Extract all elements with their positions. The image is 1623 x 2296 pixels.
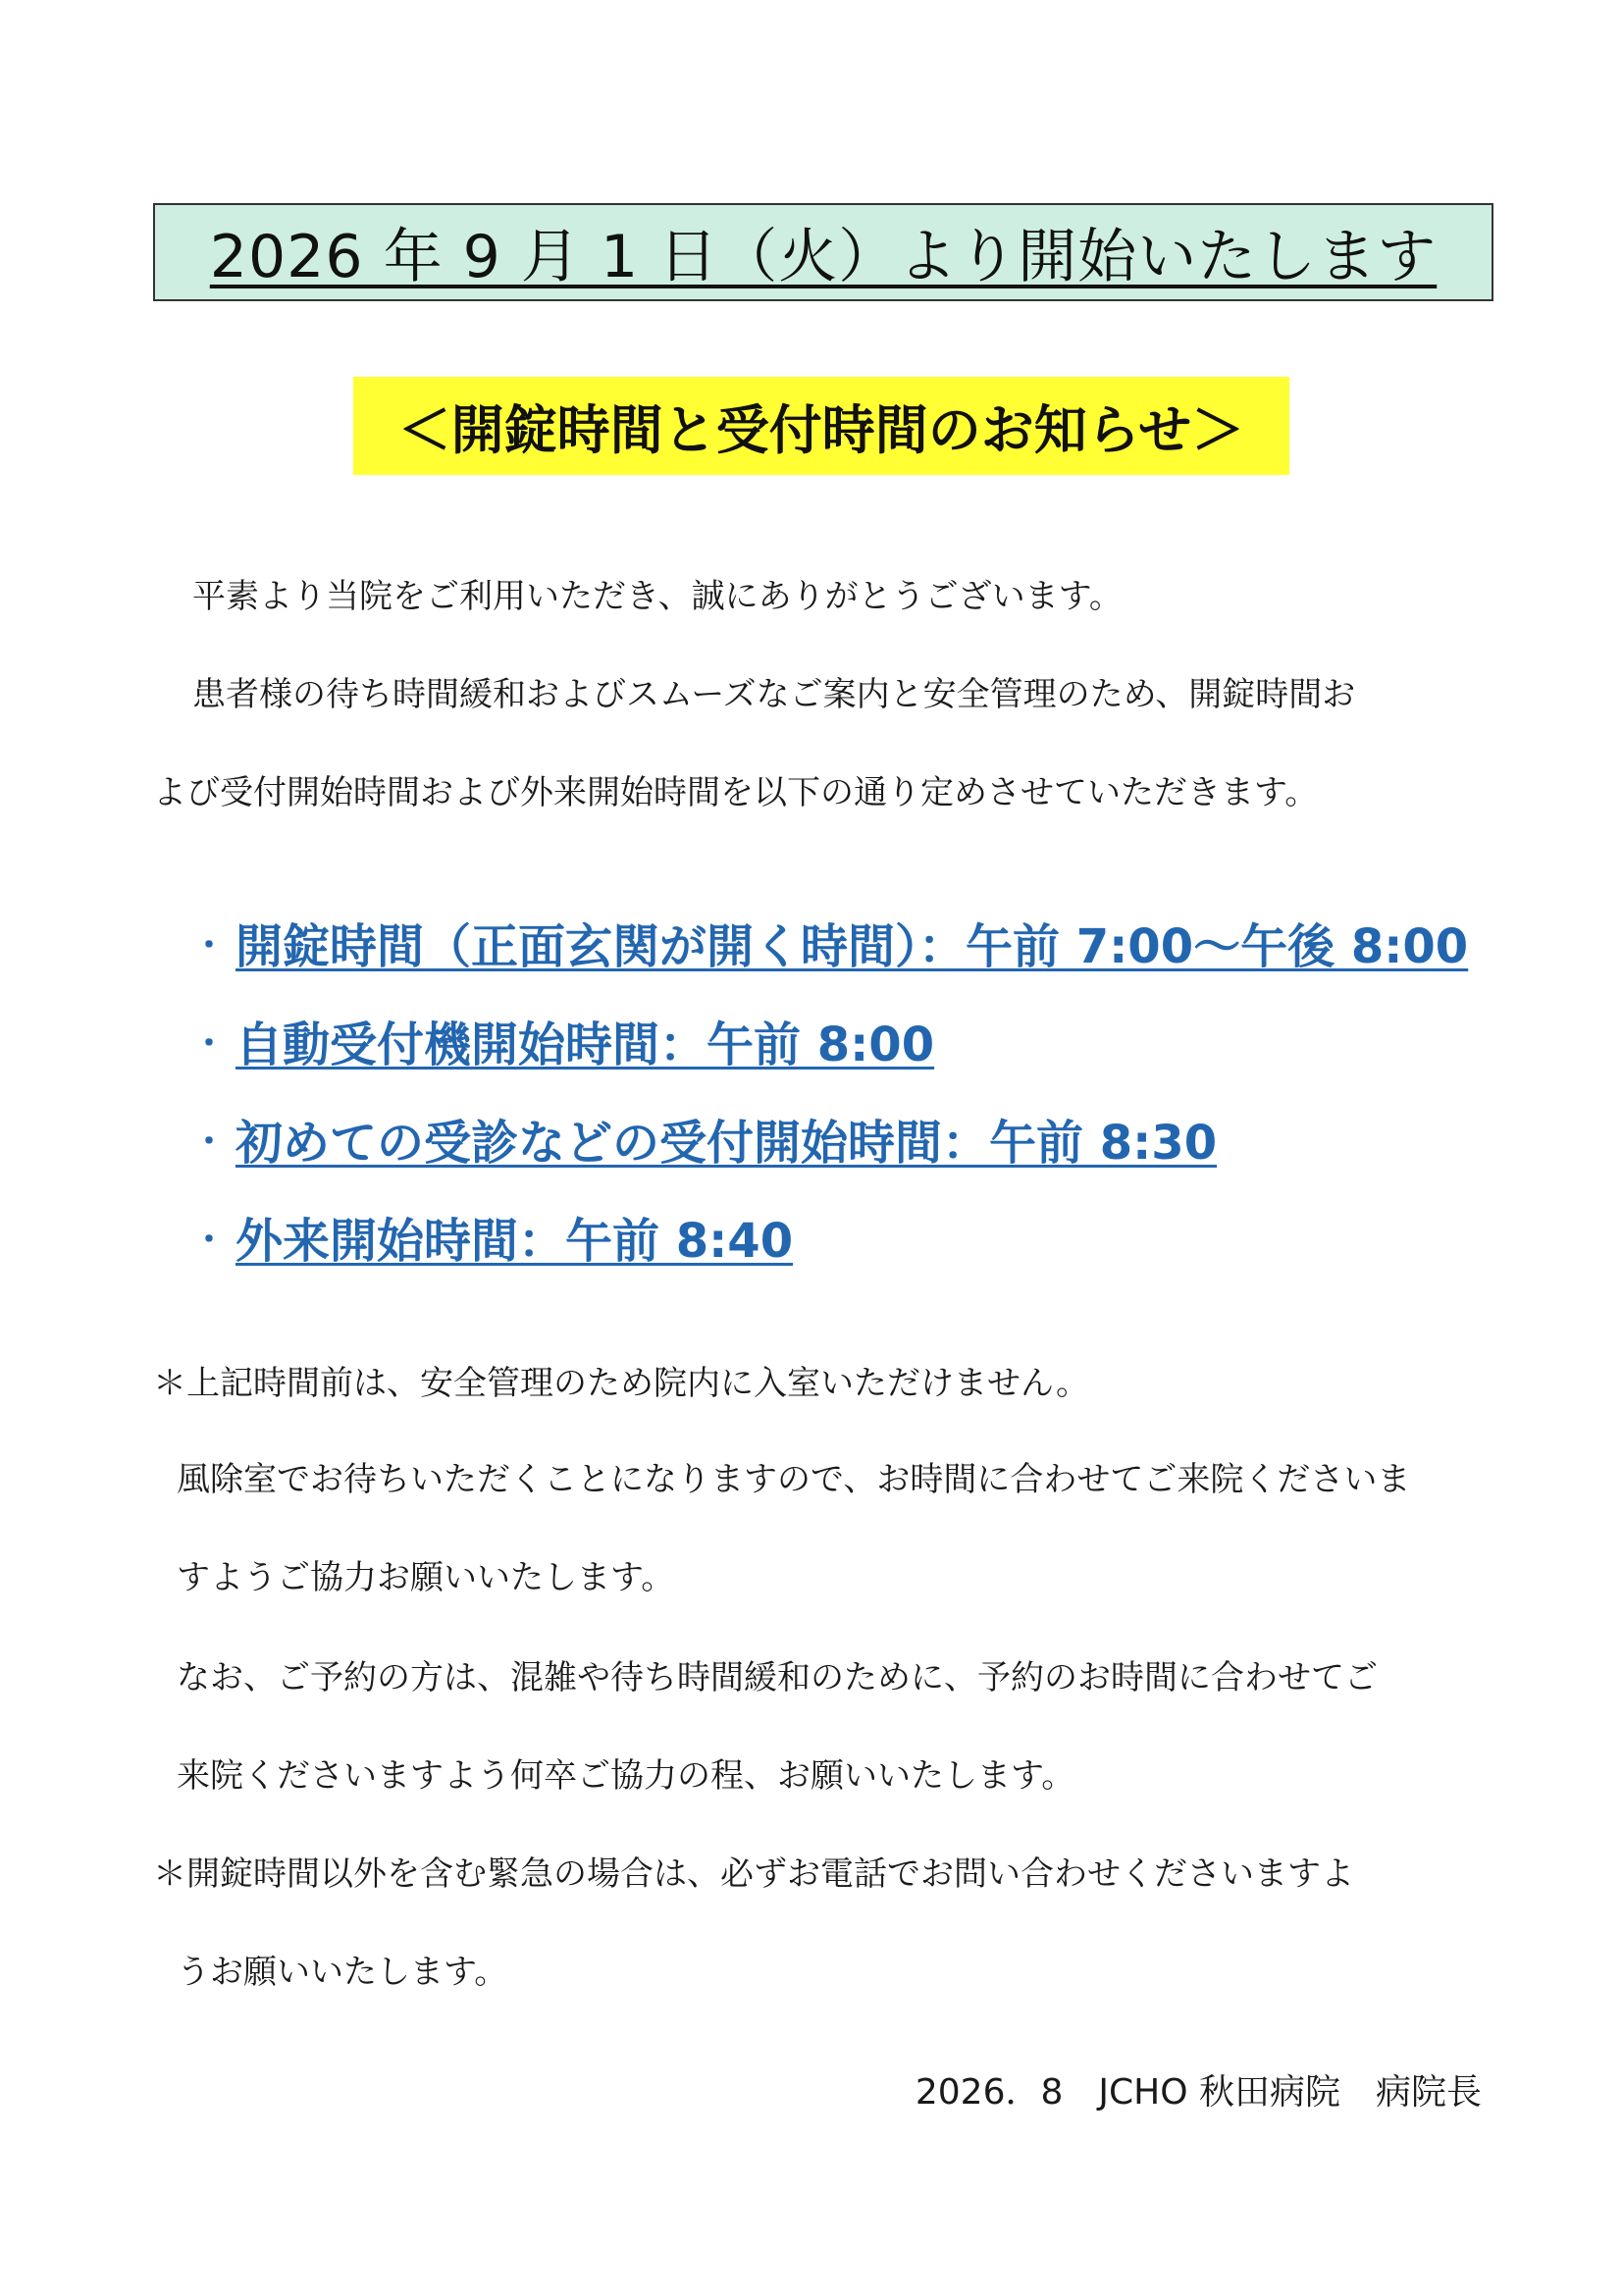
schedule-item-reception-time	[192, 1104, 1217, 1173]
headline-title: 2026 年 9 月 1 日（火）より開始いたします	[209, 223, 1438, 291]
schedule-item-text: 初めての受診などの受付開始時間：午前 8:30	[236, 1115, 1218, 1171]
note-line-6: ＊開錠時間以外を含む緊急の場合は、必ずお電話でお問い合わせくださいますよ	[153, 1854, 1354, 1894]
note-line-5: 来院くださいますよう何卒ご協力の程、お願いいたします。	[177, 1756, 1075, 1796]
note-line-2: 風除室でお待ちいただくことになりますので、お時間に合わせてご来院くださいま	[177, 1460, 1411, 1499]
notice-subtitle: ＜開錠時間と受付時間のお知らせ＞	[397, 398, 1245, 461]
schedule-item-unlock-time	[192, 908, 1468, 976]
bullet-icon: ・	[192, 1023, 226, 1064]
bullet-icon: ・	[192, 1122, 226, 1162]
bullet-icon: ・	[192, 925, 226, 965]
note-line-7: うお願いいたします。	[177, 1953, 508, 1992]
schedule-item-text: 自動受付機開始時間：午前 8:00	[236, 1017, 935, 1072]
schedule-item-text: 開錠時間（正面玄関が開く時間）：午前 7:00〜午後 8:00	[236, 918, 1469, 974]
subtitle-banner	[353, 377, 1289, 475]
intro-line-1: 平素より当院をご利用いただき、誠にありがとうございます。	[192, 577, 1123, 616]
note-line-3: すようご協力お願いいたします。	[177, 1558, 675, 1597]
note-line-4: なお、ご予約の方は、混雑や待ち時間緩和のために、予約のお時間に合わせてご	[177, 1658, 1378, 1697]
note-line-1: ＊上記時間前は、安全管理のため院内に入室いただけません。	[153, 1364, 1090, 1403]
headline-banner	[153, 203, 1493, 301]
signature: 2026．8 JCHO 秋田病院 病院長	[915, 2072, 1482, 2113]
schedule-item-kiosk-time	[192, 1006, 934, 1074]
schedule-item-text: 外来開始時間：午前 8:40	[236, 1213, 794, 1269]
schedule-item-outpatient-time	[192, 1202, 793, 1271]
bullet-icon: ・	[192, 1220, 226, 1260]
intro-line-3: よび受付開始時間および外来開始時間を以下の通り定めさせていただきます。	[153, 773, 1319, 812]
intro-line-2: 患者様の待ち時間緩和およびスムーズなご案内と安全管理のため、開錠時間お	[192, 675, 1356, 714]
